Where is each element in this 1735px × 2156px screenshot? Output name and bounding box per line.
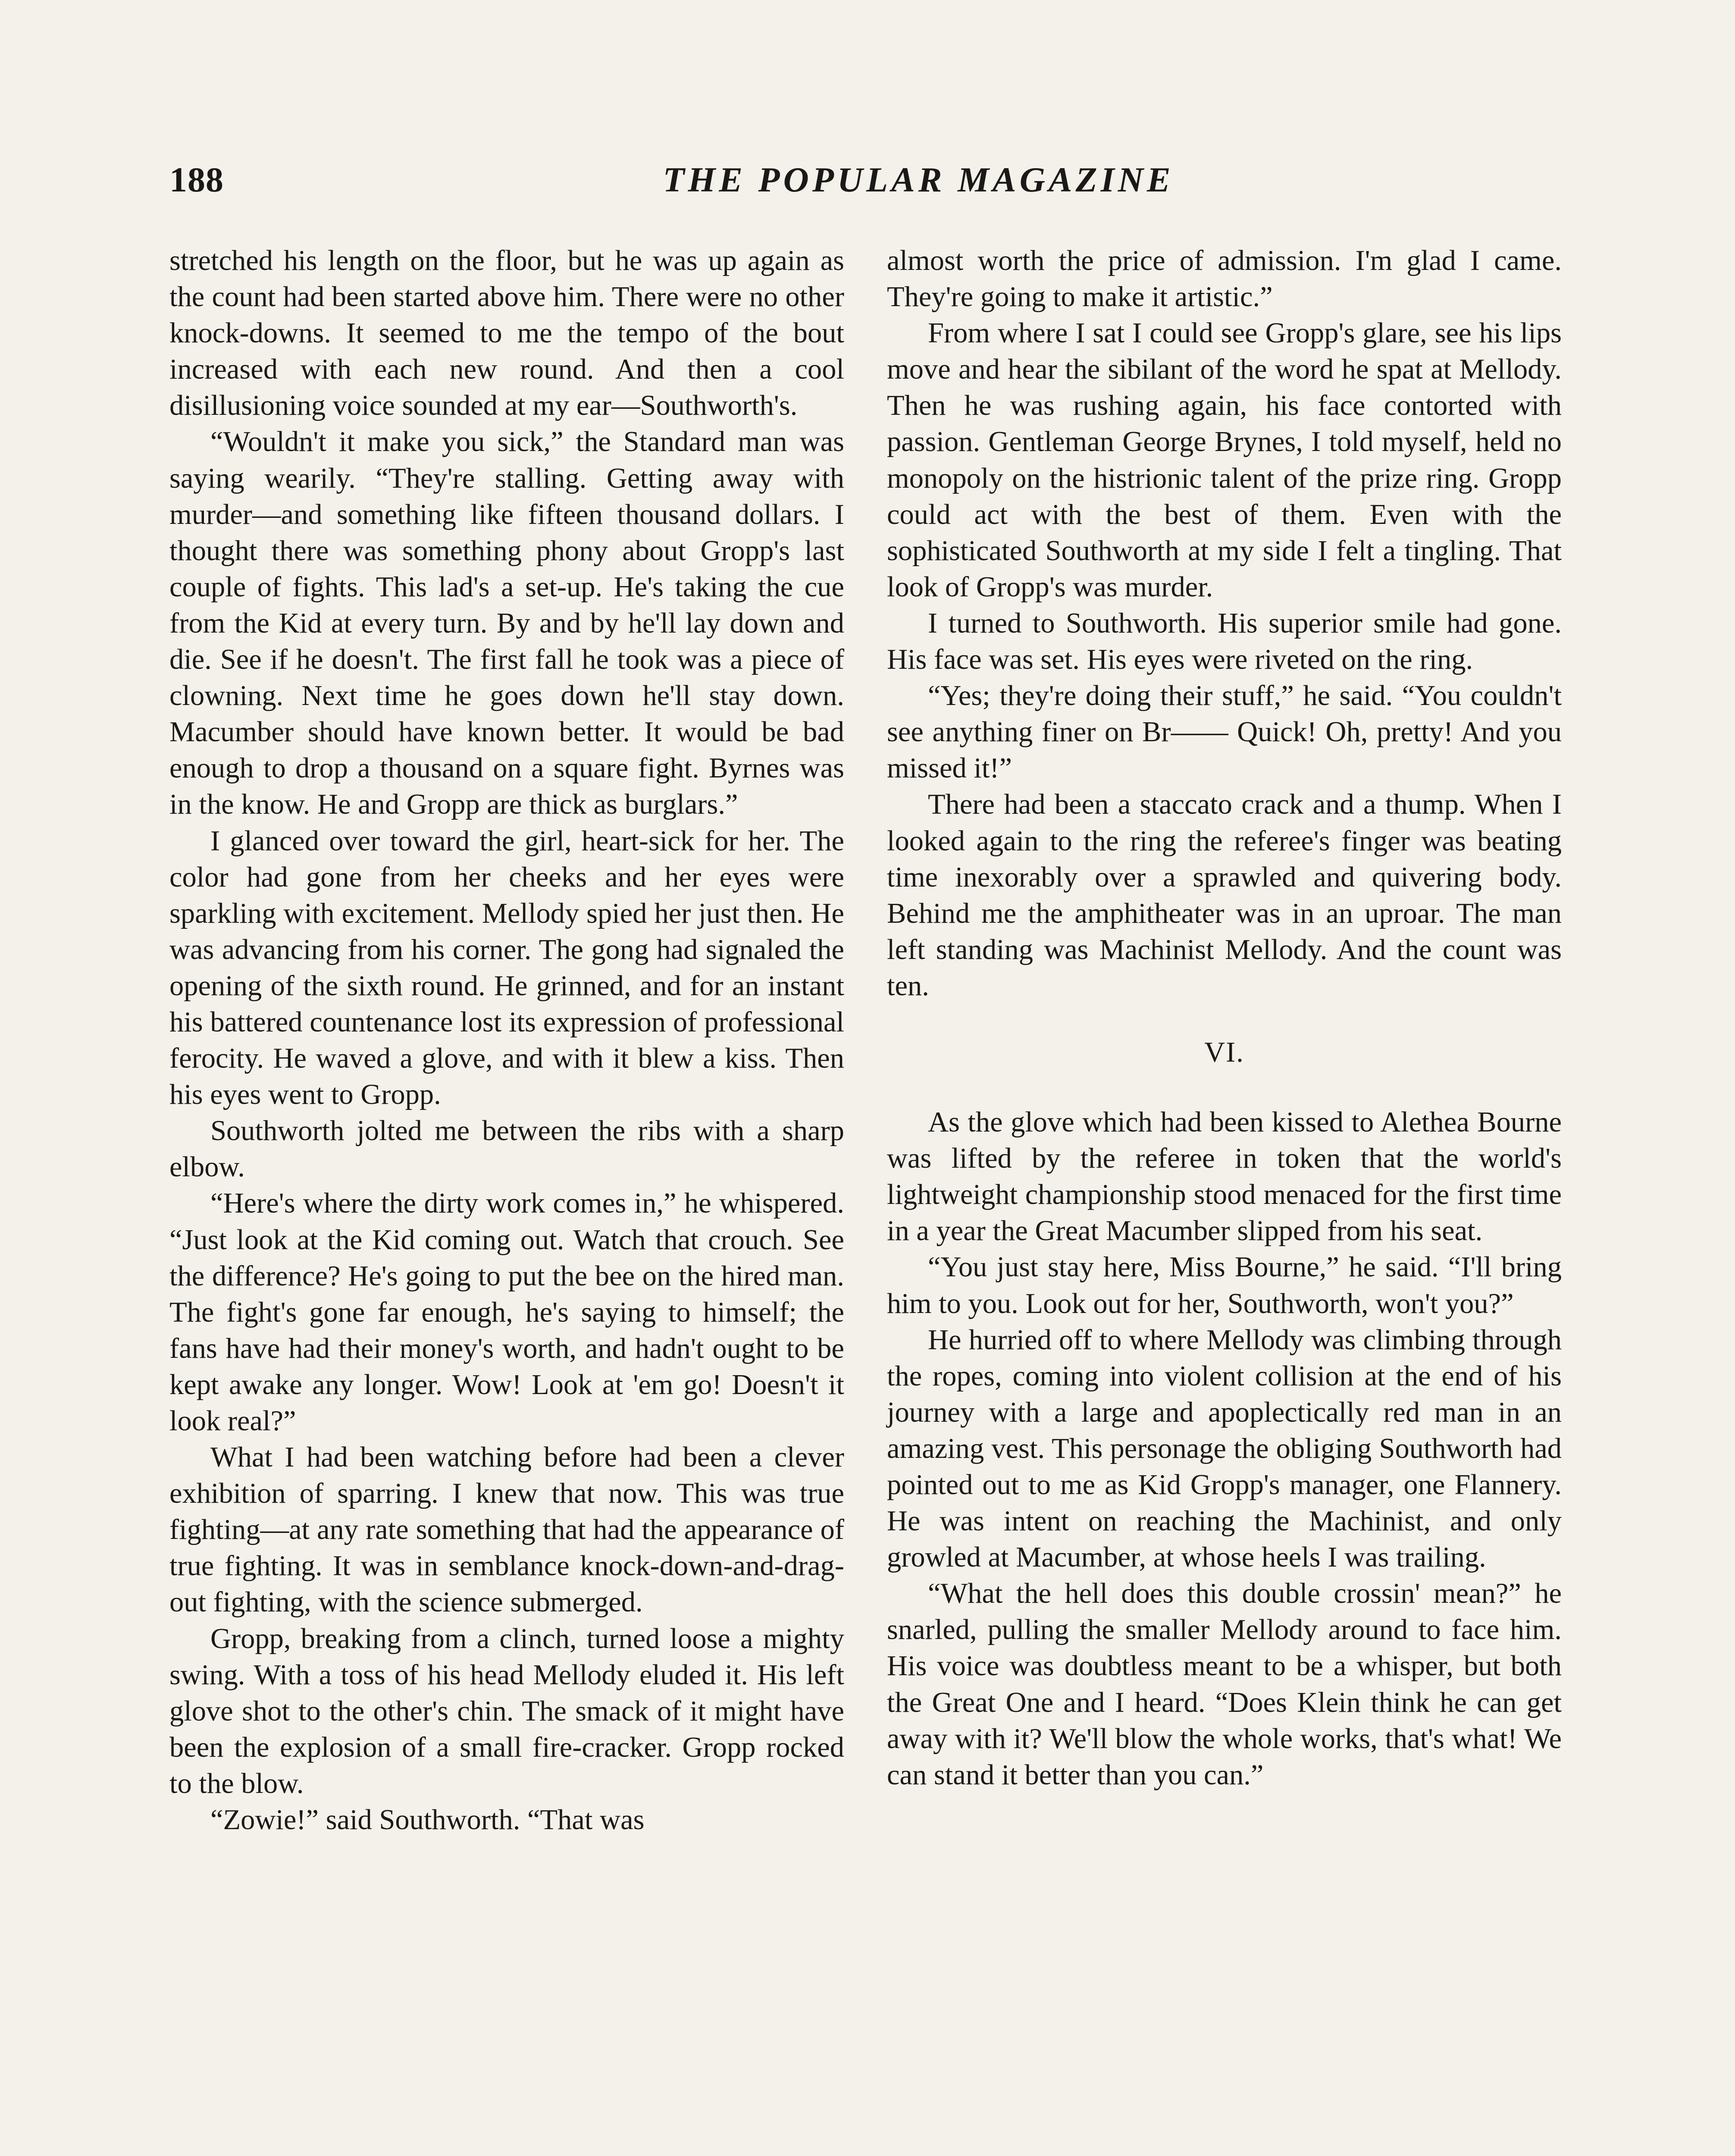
paragraph: almost worth the price of admission. I'm glad I came. They're going to make it artistic.”	[887, 245, 1562, 313]
paragraph: “You just stay here, Miss Bourne,” he said. “I'll bring him to you. Look out for her, Southworth, won't you?”	[887, 1251, 1562, 1319]
left-column	[169, 243, 844, 1838]
paragraph: Southworth jolted me between the ribs with a sharp elbow.	[169, 1115, 844, 1183]
section-heading: VI.	[1204, 1036, 1244, 1068]
paragraph: He hurried off to where Mellody was climbing through the ropes, coming into violent collision at the end of his journey with a large and apoplectically red man in an amazing vest. This personage the obliging Southworth had pointed out to me as Kid Gropp's manager, one Flannery. He was intent on reaching the Machinist, and only growled at Macumber, at whose heels I was trailing.	[887, 1324, 1562, 1573]
right-column-upper	[887, 243, 1562, 1004]
paragraph: stretched his length on the floor, but he was up again as the count had been started above him. There were no other knock-downs. It seemed to me the tempo of the bout increased with each new round. And then a cool disillusioning voice sounded at my ear—Southworth's.	[169, 245, 844, 422]
paragraph: I turned to Southworth. His superior smile had gone. His face was set. His eyes were riveted on the ring.	[887, 607, 1562, 676]
paragraph: There had been a staccato crack and a thump. When I looked again to the ring the referee's finger was beating time inexorably over a sprawled and quivering body. Behind me the amphitheater was in an uproar. The man left standing was Machinist Mellody. And the count was ten.	[887, 789, 1562, 1002]
paragraph: Gropp, breaking from a clinch, turned loose a mighty swing. With a toss of his head Mellody eluded it. His left glove shot to the other's chin. The smack of it might have been the explosion of a small fire-cracker. Gropp rocked to the blow.	[169, 1623, 844, 1799]
right-column	[887, 243, 1562, 1793]
paragraph: “Here's where the dirty work comes in,” he whispered. “Just look at the Kid coming out. Watch that crouch. See the difference? He's going to put the bee on the hired man. The fight's gone far enough, he's saying to himself; the fans have had their money's worth, and hadn't ought to be kept awake any longer. Wow! Look at 'em go! Doesn't it look real?”	[169, 1188, 844, 1437]
page-number: 188	[169, 160, 224, 199]
right-column-lower	[887, 1104, 1562, 1793]
running-head: THE POPULAR MAGAZINE	[663, 160, 1174, 199]
paragraph: “Yes; they're doing their stuff,” he said. “You couldn't see anything finer on Br—— Quick! Oh, pretty! And you missed it!”	[887, 680, 1562, 784]
paragraph: “What the hell does this double crossin' mean?” he snarled, pulling the smaller Mellody around to face him. His voice was doubtless meant to be a whisper, but both the Great One and I heard. “Does Klein think he can get away with it? We'll blow the whole works, that's what! We can stand it better than you can.”	[887, 1578, 1562, 1791]
paragraph: As the glove which had been kissed to Alethea Bourne was lifted by the referee in token that the world's lightweight championship stood menaced for the first time in a year the Great Macumber slipped from his seat.	[887, 1106, 1562, 1247]
paragraph: What I had been watching before had been a clever exhibition of sparring. I knew that now. This was true fighting—at any rate something that had the appearance of true fighting. It was in semblance knock-down-and-drag-out fighting, with the science submerged.	[169, 1442, 844, 1618]
paragraph: “Zowie!” said Southworth. “That was	[210, 1804, 645, 1836]
paragraph: I glanced over toward the girl, heart-sick for her. The color had gone from her cheeks and her eyes were sparkling with excitement. Mellody spied her just then. He was advancing from his corner. The gong had signaled the opening of the sixth round. He grinned, and for an instant his battered countenance lost its expression of professional ferocity. He waved a glove, and with it blew a kiss. Then his eyes went to Gropp.	[169, 825, 844, 1111]
paragraph: “Wouldn't it make you sick,” the Standard man was saying wearily. “They're stalling. Getting away with murder—and something like fifteen thousand dollars. I thought there was something phony about Gropp's last couple of fights. This lad's a set-up. He's taking the cue from the Kid at every turn. By and by he'll lay down and die. See if he doesn't. The first fall he took was a piece of clowning. Next time he goes down he'll stay down. Macumber should have known better. It would be bad enough to drop a thousand on a square fight. Byrnes was in the know. He and Gropp are thick as burglars.”	[169, 426, 844, 821]
paragraph: From where I sat I could see Gropp's glare, see his lips move and hear the sibilant of the word he spat at Mellody. Then he was rushing again, his face contorted with passion. Gentleman George Brynes, I told myself, held no monopoly on the histrionic talent of the prize ring. Gropp could act with the best of them. Even with the sophisticated Southworth at my side I felt a tingling. That look of Gropp's was murder.	[887, 317, 1562, 603]
